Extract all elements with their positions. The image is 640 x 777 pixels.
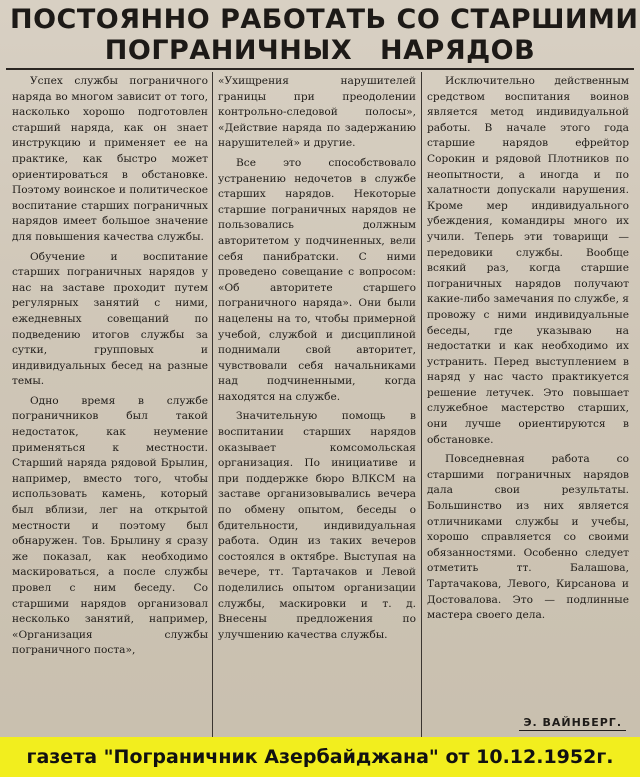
headline — [10, 4, 639, 66]
paragraph: Повседневная работа со старшими пограничных нарядов дала свои результаты. Большинство из них является отличниками службы и учебы, хорошо справляется со своими обязанностями. Особенно следует отметить тт. Балашова, Тартачакова, Левого, Кирсанова и Достовалова. Это — подлинные мастера своего дела. — [427, 453, 629, 622]
paragraph: Успех службы пограничного наряда во многом зависит от того, насколько хорошо подготовлен старший наряда, как он знает инструкцию и применяет ее на практике, как быстро может ориентироваться в обстановке. Поэтому воинское и политическое воспитание старших пограничных нарядов имеет большое значение для повышения качества службы. — [12, 75, 208, 243]
article-column-3 — [427, 74, 629, 738]
source-caption: газета "Пограничник Азербайджана" от 10.12.1952г. — [26, 746, 614, 768]
author-signature: Э. ВАЙНБЕРГ. — [519, 716, 626, 731]
headline-line-2: ПОГРАНИЧНЫХ НАРЯДОВ — [104, 35, 536, 66]
paragraph: Значительную помощь в воспитании старших нарядов оказывает комсомольская организация. По инициативе и при поддержке бюро ВЛКСМ на заставе организовывались вечера по обмену опытом, беседы о бдительности, индивидуальная работа. Один из таких вечеров состоялся в октябре. Выступая на вечере, тт. Тартачаков и Левой поделились опытом организации службы, маскировки и т. д. Внесены предложения по улучшению качества службы. — [218, 410, 416, 641]
paragraph: Исключительно действенным средством воспитания воинов является метод индивидуальной работы. В начале этого года старшие нарядов ефрейтор Сорокин и рядовой Плотников по неопытности, а иногда и по халатности допускали нарушения. Кроме мер индивидуального убеждения, командиры много их учили. Теперь эти товарищи — передовики службы. Вообще всякий раз, когда старшие пограничных нарядов получают какие-либо замечания по службе, я провожу с ними индивидуальные беседы, где указываю на недостатки и как необходимо их устранить. Перед выступлением в наряд у нас часто практикуется решение летучек. Это повышает служебное мастерство старших, они лучше ориентируются в обстановке. — [427, 75, 629, 446]
caption-bar — [0, 737, 640, 777]
paragraph: Одно время в службе пограничников был такой недостаток, как неумение применяться к местности. Старший наряда рядовой Брылин, например, вместо того, чтобы использовать камень, который был вблизи, лег на открытой местности и поэтому был обнаружен. Тов. Брылину я сразу же показал, как необходимо маскироваться, а после службы провел с ним беседу. Со старшими нарядов организовал несколько занятий, например, «Организация службы пограничного поста», — [12, 394, 208, 657]
column-divider — [212, 72, 213, 740]
article-column-2 — [218, 74, 416, 738]
paragraph: «Ухищрения нарушителей границы при преодолении контрольно-следовой полосы», «Действие наряда по задержанию нарушителей» и другие. — [218, 75, 416, 150]
paragraph: Обучение и воспитание старших пограничных нарядов у нас на заставе проходит путем регулярных занятий с ними, ежедневных совещаний по подведению итогов службы за сутки, групповых и индивидуальных бесед на разные темы. — [12, 250, 208, 388]
paragraph: Все это способствовало устранению недочетов в службе старших нарядов. Некоторые старшие пограничных нарядов не пользовались должным авторитетом у подчиненных, вели себя панибратски. С ними проведено совещание с вопросом: «Об авторитете старшего пограничного наряда». Они были нацелены на то, чтобы примерной учебой, службой и дисциплиной поднимали свой авторитет, чувствовали себя начальниками над подчиненными, когда находятся на службе. — [218, 156, 416, 403]
top-rule — [6, 68, 634, 70]
headline-line-1: ПОСТОЯННО РАБОТАТЬ СО СТАРШИМИ — [10, 4, 639, 35]
article-column-1 — [12, 74, 208, 738]
column-divider — [421, 72, 422, 740]
